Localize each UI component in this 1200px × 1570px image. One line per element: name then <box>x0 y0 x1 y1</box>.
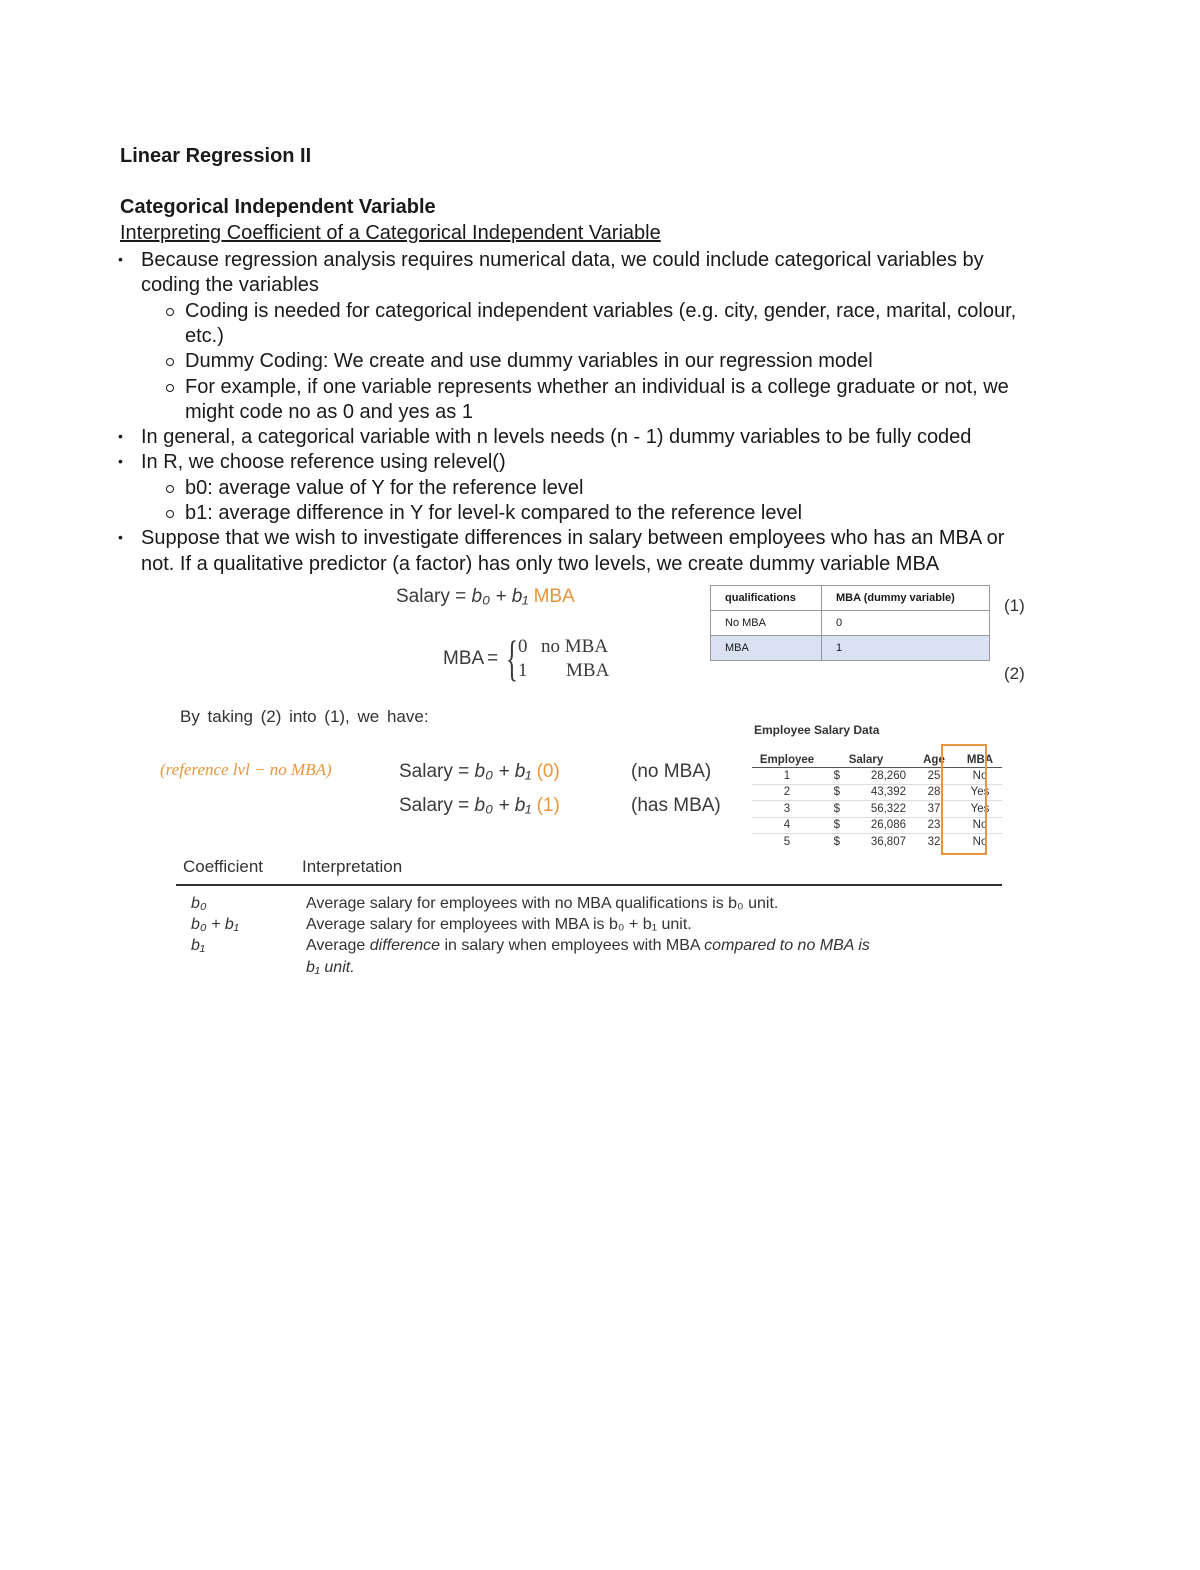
employee-cell: $ <box>822 817 844 834</box>
bullet-text: In R, we choose reference using relevel() <box>141 451 506 474</box>
employee-cell: Yes <box>958 801 1002 818</box>
mba-def-row2-label: MBA <box>566 660 610 681</box>
employee-cell: 4 <box>752 817 822 834</box>
coef-b0-interpretation: Average salary for employees with no MBA qualifications is b₀ unit. <box>306 895 779 912</box>
bullet-text: In general, a categorical variable with n levels needs (n - 1) dummy variables to be fully coded <box>141 426 972 449</box>
bullet-text: coding the variables <box>141 274 319 297</box>
qual-header-mba: MBA (dummy variable) <box>822 586 990 611</box>
mba-column-highlight <box>941 744 987 855</box>
sub-bullet-text: Dummy Coding: We create and use dummy variables in our regression model <box>185 350 873 373</box>
sub-bullet-marker <box>166 308 174 316</box>
equation-label-1: (1) <box>1004 596 1025 615</box>
bullet-text: Suppose that we wish to investigate differences in salary between employees who has an MBA or <box>141 527 1005 550</box>
salary-rhs: b₀ + b₁ <box>474 761 532 782</box>
coef-b1: b₁ <box>191 937 205 954</box>
bullet-marker: • <box>118 251 123 267</box>
equation-1 <box>396 586 575 608</box>
section-heading: Categorical Independent Variable <box>120 196 436 218</box>
reference-note: (reference lvl − no MBA) <box>160 760 332 779</box>
employee-cell: 25 <box>910 768 958 785</box>
employee-cell: 43,392 <box>844 784 910 801</box>
emp-header-salary: Salary <box>822 753 910 768</box>
qual-cell: 1 <box>822 636 990 661</box>
salary-rhs: b₀ + b₁ <box>474 795 532 816</box>
eq1-var: MBA <box>533 586 575 607</box>
coef-header-coefficient: Coefficient <box>183 857 264 876</box>
employee-cell: 5 <box>752 834 822 850</box>
coef-table-rule <box>176 884 1002 886</box>
coef-b1-interpretation <box>306 937 870 955</box>
eq1-lhs: Salary = <box>396 586 467 607</box>
coef-b0-plus-b1: b₀ + b₁ <box>191 916 239 933</box>
employee-cell: $ <box>822 834 844 850</box>
mba-def-lhs: MBA <box>443 648 485 669</box>
coef-b1-text-d: compared to no MBA is <box>704 937 870 954</box>
mba-def-brace: { <box>506 630 518 686</box>
sub-bullet-marker <box>166 358 174 366</box>
mba-def-equals: = <box>487 648 499 669</box>
salary-equation-no-mba <box>399 761 560 783</box>
employee-cell: No <box>958 817 1002 834</box>
salary-note-has-mba: (has MBA) <box>631 795 721 816</box>
bullet-marker: • <box>118 529 123 546</box>
salary-lhs: Salary = <box>399 761 470 782</box>
mba-def-row2-val: 1 <box>518 660 528 681</box>
subsection-heading: Interpreting Coefficient of a Categorical Independent Variable <box>120 222 661 244</box>
emp-header-age: Age <box>910 753 958 768</box>
mba-def-row1-label: no MBA <box>541 636 609 657</box>
salary-paren: (1) <box>536 795 560 816</box>
coef-b1-text-e: b₁ unit. <box>306 959 355 976</box>
employee-cell: $ <box>822 768 844 785</box>
employee-cell: 36,807 <box>844 834 910 850</box>
employee-cell: 56,322 <box>844 801 910 818</box>
mba-def-row1-val: 0 <box>518 636 528 657</box>
coef-b0-plus-b1-interpretation: Average salary for employees with MBA is b₀ + b₁ unit. <box>306 916 692 933</box>
sub-bullet-text: might code no as 0 and yes as 1 <box>185 400 473 423</box>
qual-cell: MBA <box>711 636 822 661</box>
by-taking-text: By taking (2) into (1), we have: <box>180 707 429 726</box>
sub-bullet-text: etc.) <box>185 324 224 347</box>
employee-cell: 23 <box>910 817 958 834</box>
employee-cell: No <box>958 768 1002 785</box>
employee-cell: 26,086 <box>844 817 910 834</box>
employee-cell: 3 <box>752 801 822 818</box>
sub-bullet-marker <box>166 510 174 518</box>
employee-cell: $ <box>822 801 844 818</box>
qualifications-table <box>710 585 990 661</box>
salary-note-no-mba: (no MBA) <box>631 761 712 782</box>
sub-bullet-text: b0: average value of Y for the reference level <box>185 476 584 499</box>
employee-cell: 32 <box>910 834 958 850</box>
equation-label-2: (2) <box>1004 664 1025 683</box>
employee-cell: 2 <box>752 784 822 801</box>
employee-cell: No <box>958 834 1002 850</box>
coef-b1-text-a: Average <box>306 937 366 954</box>
coef-b1-text-b: difference <box>369 937 441 954</box>
emp-header-mba: MBA <box>958 753 1002 768</box>
salary-equation-has-mba <box>399 795 560 817</box>
coef-b1-text-c: in salary when employees with MBA <box>444 937 700 954</box>
emp-header-employee: Employee <box>752 753 822 768</box>
qual-cell: 0 <box>822 611 990 636</box>
sub-bullet-text: For example, if one variable represents whether an individual is a college graduate or not, we <box>185 375 1009 398</box>
sub-bullet-marker <box>166 384 174 392</box>
employee-cell: Yes <box>958 784 1002 801</box>
eq1-rhs: b₀ + b₁ <box>471 586 529 607</box>
sub-bullet-text: b1: average difference in Y for level-k compared to the reference level <box>185 502 803 524</box>
salary-lhs: Salary = <box>399 795 470 816</box>
employee-cell: 28,260 <box>844 768 910 785</box>
qual-header-qualifications: qualifications <box>711 586 822 611</box>
bullet-marker: • <box>118 428 123 445</box>
sub-bullet-marker <box>166 485 174 493</box>
qual-cell: No MBA <box>711 611 822 636</box>
bullet-marker: • <box>118 453 123 470</box>
salary-paren: (0) <box>536 761 560 782</box>
coef-header-interpretation: Interpretation <box>302 857 403 876</box>
bullet-text: Because regression analysis requires numerical data, we could include categorical variables by <box>141 249 984 271</box>
coef-b0: b₀ <box>191 895 207 912</box>
employee-cell: 1 <box>752 768 822 785</box>
page-title: Linear Regression II <box>120 145 312 167</box>
bullet-text: not. If a qualitative predictor (a factor) has only two levels, we create dummy variable MBA <box>141 552 940 575</box>
sub-bullet-text: Coding is needed for categorical independent variables (e.g. city, gender, race, marital, colour, <box>185 299 1017 322</box>
employee-cell: 28 <box>910 784 958 801</box>
employee-cell: $ <box>822 784 844 801</box>
employee-cell: 37 <box>910 801 958 818</box>
employee-table-title: Employee Salary Data <box>754 723 880 737</box>
